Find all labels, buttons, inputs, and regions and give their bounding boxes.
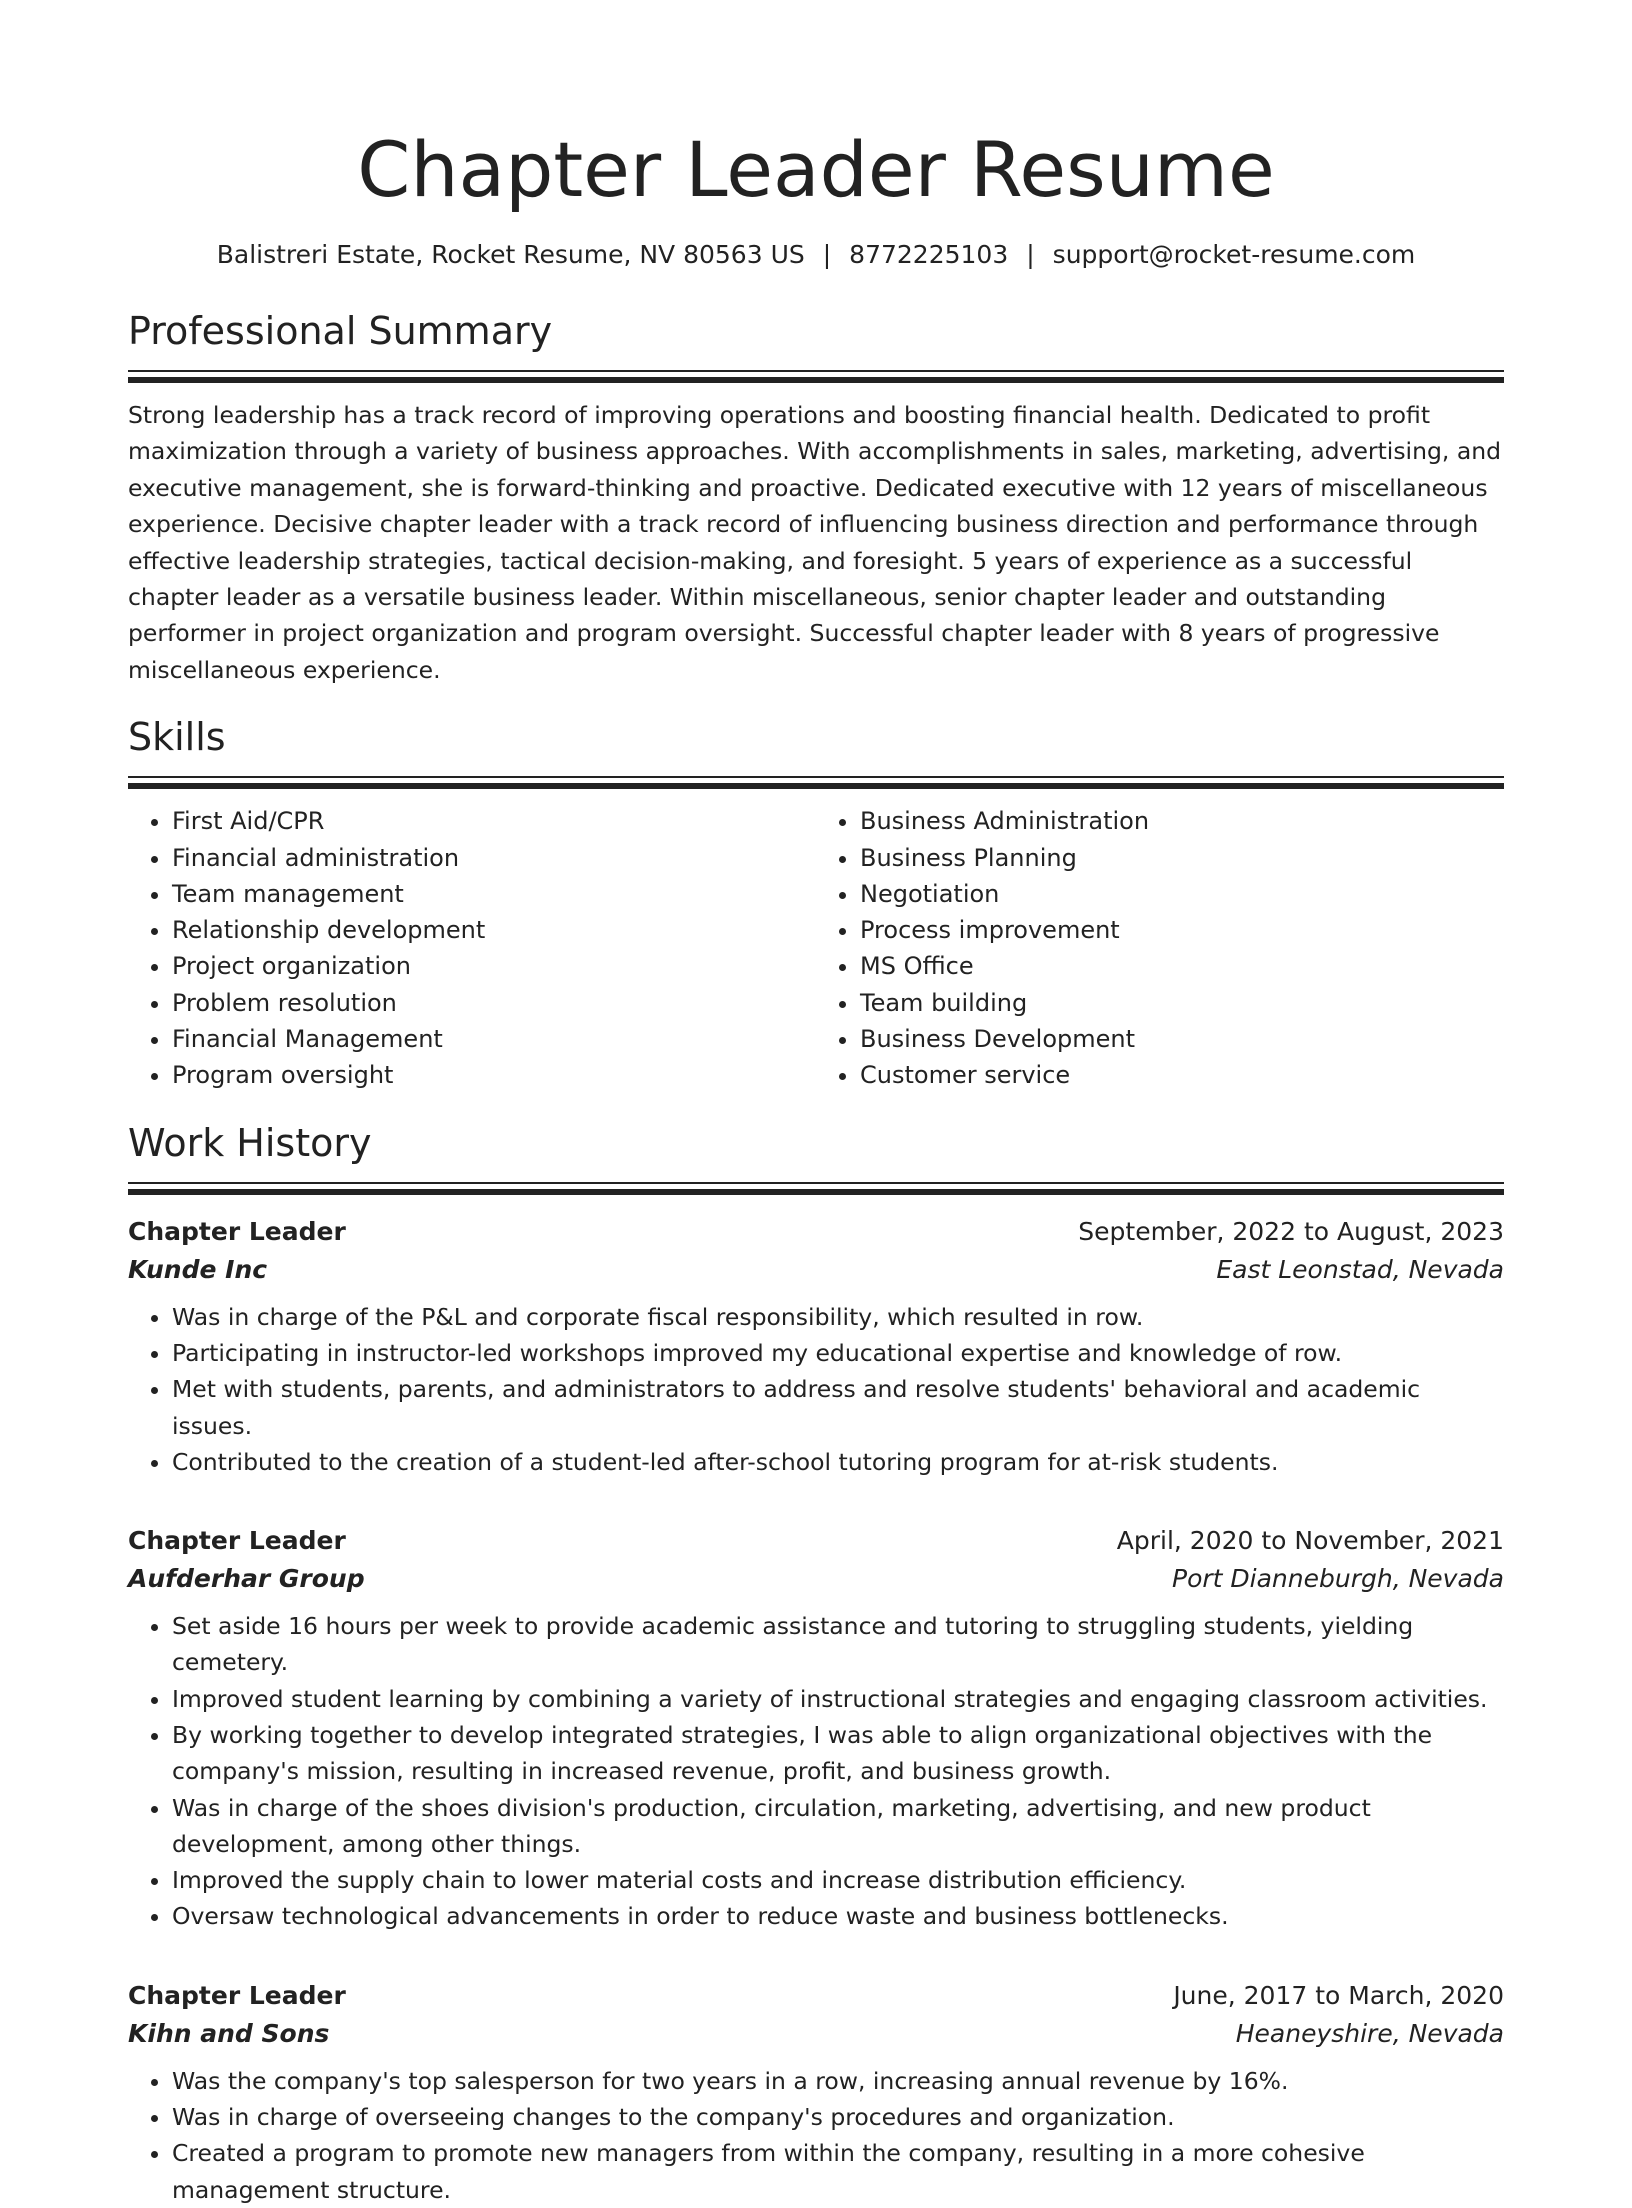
job-bullet: • Improved student learning by combining a variety of instructional strategies and engaging classroom activities. bbox=[172, 1681, 1504, 1717]
job-bullet: • Was in charge of overseeing changes to the company's procedures and organization. bbox=[172, 2099, 1504, 2135]
job-subheader-row bbox=[128, 1251, 1504, 1289]
job-bullets bbox=[128, 2063, 1504, 2208]
job-entry bbox=[128, 1977, 1504, 2208]
job-bullet: • Oversaw technological advancements in order to reduce waste and business bottlenecks. bbox=[172, 1898, 1504, 1934]
job-location: Port Dianneburgh, Nevada bbox=[1172, 1564, 1504, 1594]
job-dates: June, 2017 to March, 2020 bbox=[1173, 1980, 1504, 2010]
contact-line bbox=[128, 238, 1504, 272]
skill-item: • Project organization bbox=[172, 948, 816, 984]
job-dates: September, 2022 to August, 2023 bbox=[1078, 1216, 1504, 1246]
skill-item: • Business Administration bbox=[860, 803, 1504, 839]
contact-address: Balistreri Estate, Rocket Resume, NV 80563 US bbox=[216, 240, 805, 269]
job-header-row bbox=[128, 1213, 1504, 1251]
job-title: Chapter Leader bbox=[128, 1526, 346, 1556]
job-title: Chapter Leader bbox=[128, 1216, 346, 1246]
job-bullet: • Set aside 16 hours per week to provide academic assistance and tutoring to struggling students, yielding cemetery. bbox=[172, 1608, 1504, 1681]
skill-item: • Problem resolution bbox=[172, 985, 816, 1021]
section-heading-skills: Skills bbox=[128, 715, 226, 760]
job-bullets bbox=[128, 1608, 1504, 1935]
skill-item: • Business Development bbox=[860, 1021, 1504, 1057]
summary-text: Strong leadership has a track record of improving operations and boosting financial health. Dedicated to profit maximization through a variety of business approaches. With accomplishments in sales, marketing, advertising, and executive management, she is forward-thinking and proactive. Dedicated executive with 12 years of miscellaneous experience. Decisive chapter leader with a track record of influencing business direction and performance through effective leadership strategies, tactical decision-making, and foresight. 5 years of experience as a successful chapter leader as a versatile business leader. Within miscellaneous, senior chapter leader and outstanding performer in project organization and program oversight. Successful chapter leader with 8 years of progressive miscellaneous experience. bbox=[128, 401, 1502, 684]
job-location: East Leonstad, Nevada bbox=[1216, 1254, 1504, 1284]
job-company: Kunde Inc bbox=[128, 1254, 268, 1284]
contact-separator: | bbox=[1026, 240, 1035, 269]
skill-item: • Business Planning bbox=[860, 840, 1504, 876]
job-bullet: • Improved the supply chain to lower material costs and increase distribution efficiency. bbox=[172, 1862, 1504, 1898]
section-divider bbox=[128, 1182, 1504, 1195]
job-header-row bbox=[128, 1522, 1504, 1560]
section-divider bbox=[128, 370, 1504, 383]
job-bullet: • Was in charge of the P&L and corporate fiscal responsibility, which resulted in row. bbox=[172, 1299, 1504, 1335]
job-location: Heaneyshire, Nevada bbox=[1235, 2018, 1504, 2048]
job-dates: April, 2020 to November, 2021 bbox=[1116, 1526, 1504, 1556]
contact-separator: | bbox=[822, 240, 832, 269]
skill-item: • Team building bbox=[860, 985, 1504, 1021]
skill-item: • Process improvement bbox=[860, 912, 1504, 948]
job-bullet: • Participating in instructor-led workshops improved my educational expertise and knowledge of row. bbox=[172, 1335, 1504, 1371]
job-bullet: • Created a program to promote new managers from within the company, resulting in a more cohesive management structure. bbox=[172, 2135, 1504, 2208]
job-bullet: • By working together to develop integrated strategies, I was able to align organizational objectives with the company's mission, resulting in increased revenue, profit, and business growth. bbox=[172, 1717, 1504, 1790]
skill-item: • Team management bbox=[172, 876, 816, 912]
job-entry bbox=[128, 1213, 1504, 1480]
skill-item: • First Aid/CPR bbox=[172, 803, 816, 839]
job-bullet: • Was the company's top salesperson for two years in a row, increasing annual revenue by 16%. bbox=[172, 2063, 1504, 2099]
resume-page bbox=[128, 0, 1504, 2208]
job-subheader-row bbox=[128, 2015, 1504, 2053]
job-company: Aufderhar Group bbox=[128, 1564, 365, 1594]
section-heading-summary: Professional Summary bbox=[128, 309, 553, 353]
resume-title: Chapter Leader Resume bbox=[357, 125, 1275, 214]
job-title: Chapter Leader bbox=[128, 1980, 346, 2010]
skill-item: • Relationship development bbox=[172, 912, 816, 948]
skill-item: • Financial Management bbox=[172, 1021, 816, 1057]
skills-list bbox=[128, 803, 1504, 1093]
skill-item: • Program oversight bbox=[172, 1057, 816, 1093]
job-bullet: • Contributed to the creation of a student-led after-school tutoring program for at-risk students. bbox=[172, 1444, 1504, 1480]
skills-column-left bbox=[128, 803, 816, 1093]
job-subheader-row bbox=[128, 1560, 1504, 1598]
skills-column-right bbox=[816, 803, 1504, 1093]
section-divider bbox=[128, 776, 1504, 789]
job-bullet: • Met with students, parents, and administrators to address and resolve students' behavioral and academic issues. bbox=[172, 1371, 1504, 1444]
contact-email: support@rocket-resume.com bbox=[1052, 240, 1416, 269]
job-bullet: • Was in charge of the shoes division's production, circulation, marketing, advertising, and new product development, among other things. bbox=[172, 1790, 1504, 1863]
contact-phone: 8772225103 bbox=[849, 240, 1009, 269]
job-header-row bbox=[128, 1977, 1504, 2015]
skill-item: • Financial administration bbox=[172, 840, 816, 876]
skill-item: • MS Office bbox=[860, 948, 1504, 984]
section-heading-work: Work History bbox=[128, 1120, 372, 1165]
skill-item: • Customer service bbox=[860, 1057, 1504, 1093]
skill-item: • Negotiation bbox=[860, 876, 1504, 912]
job-entry bbox=[128, 1522, 1504, 1935]
job-bullets bbox=[128, 1299, 1504, 1480]
job-company: Kihn and Sons bbox=[128, 2018, 330, 2048]
